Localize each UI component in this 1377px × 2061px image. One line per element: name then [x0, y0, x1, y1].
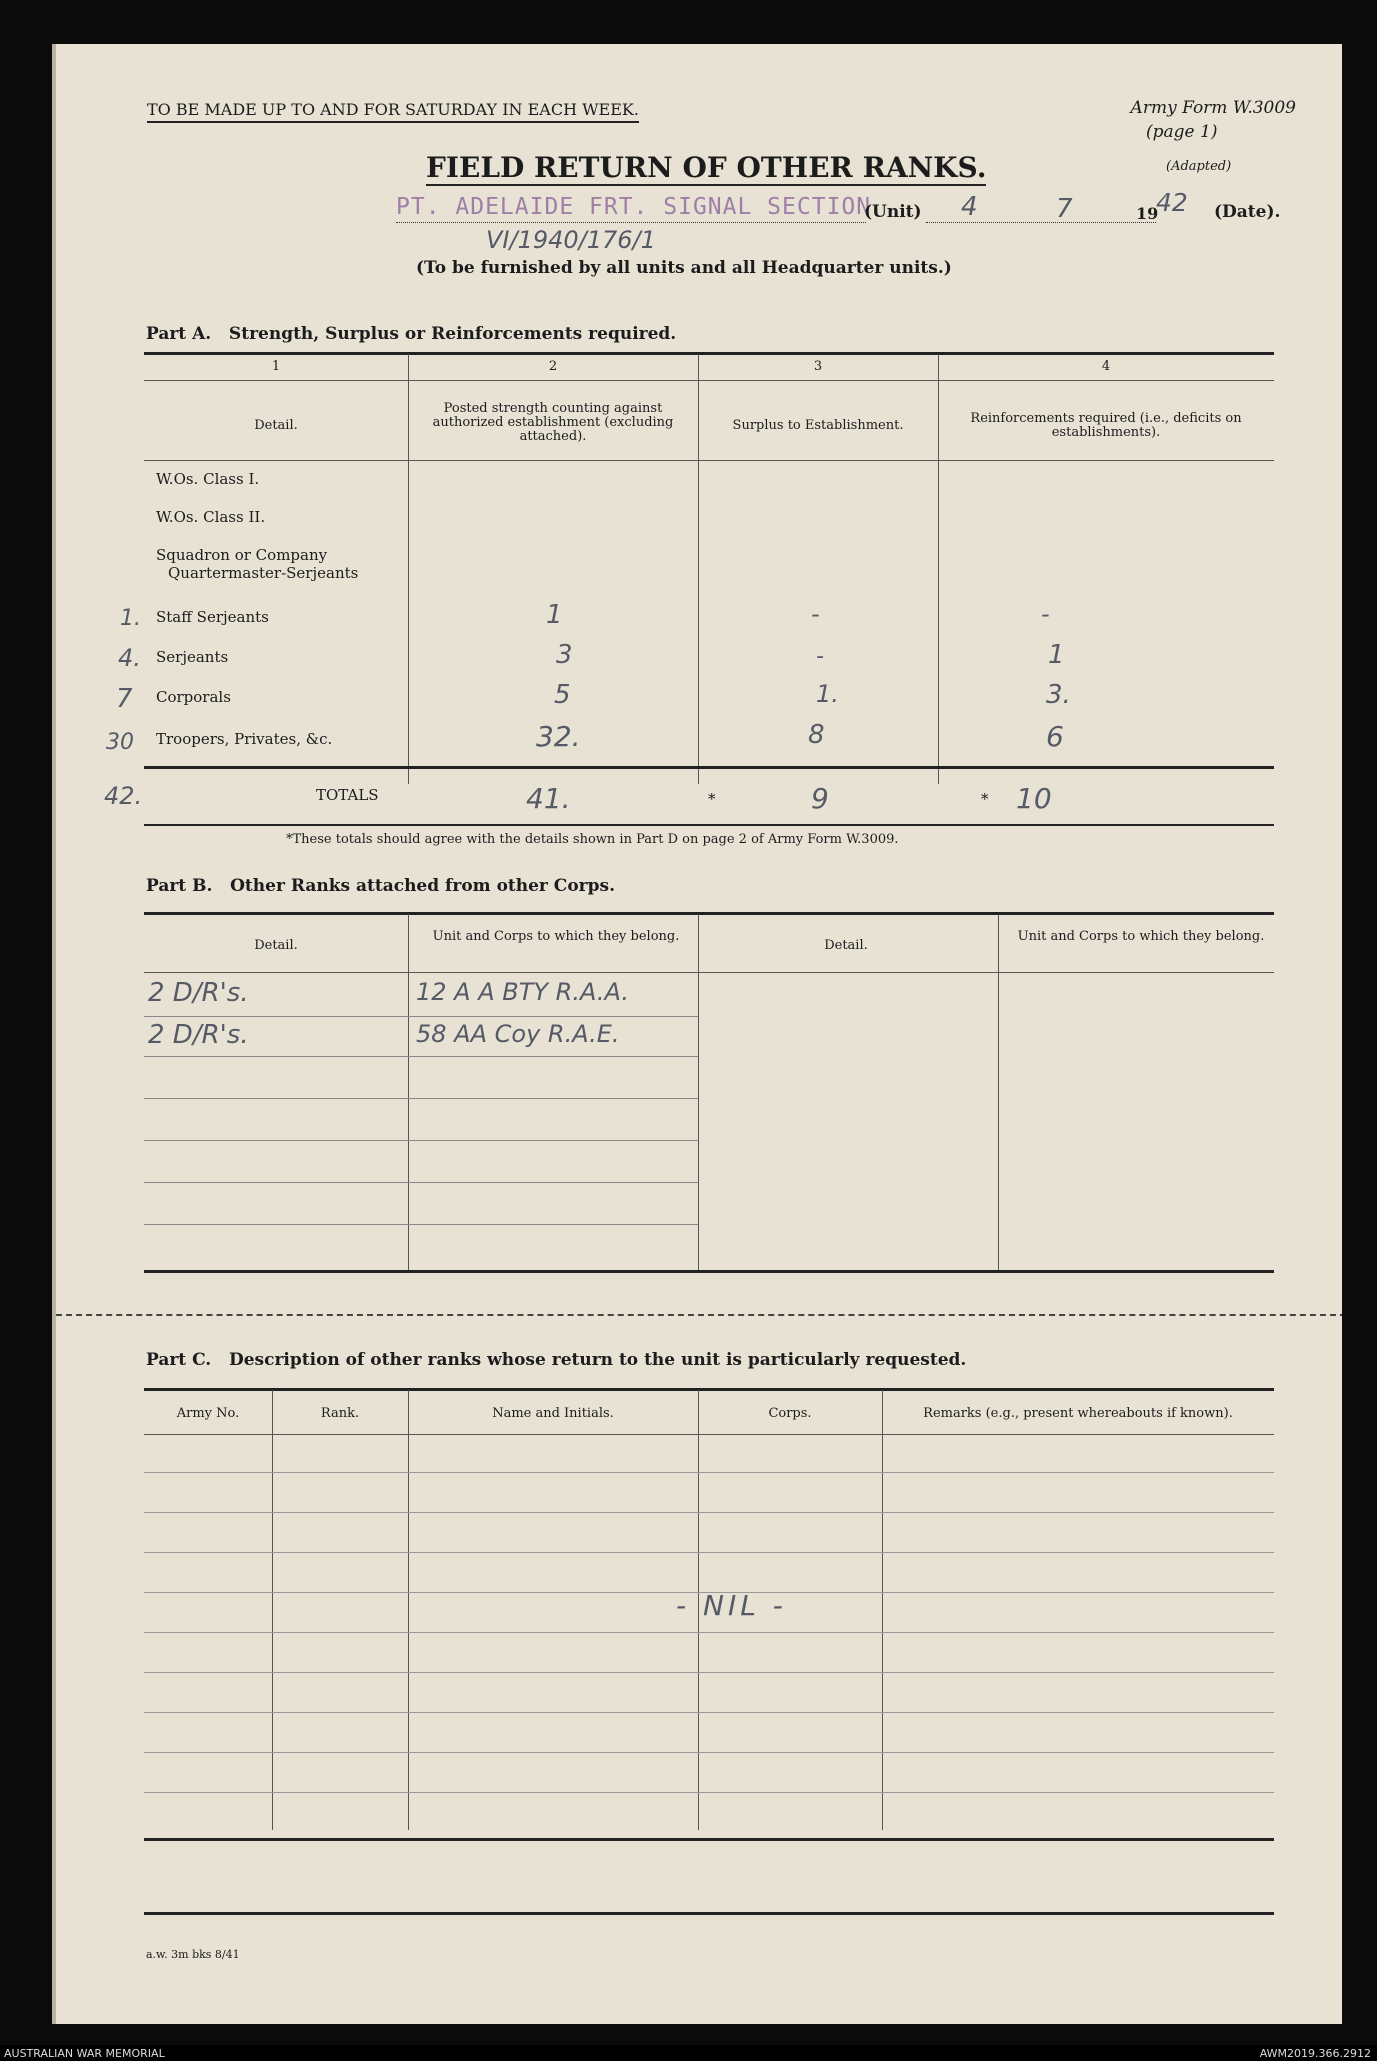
totals-reinf: 10	[1016, 782, 1052, 815]
totals-reinf-asterisk: *	[981, 790, 989, 808]
col-header-posted: Posted strength counting against authorized establishment (excluding attached).	[432, 401, 674, 444]
totals-margin: 42.	[104, 782, 143, 810]
part-b-title: Part B. Other Ranks attached from other Corps.	[146, 876, 616, 896]
year-suffix: 42	[1156, 188, 1188, 217]
row-ss-surplus: -	[811, 600, 820, 628]
col-num-4: 4	[1101, 359, 1111, 374]
partc-header-remarks: Remarks (e.g., present whereabouts if known).	[923, 1406, 1233, 1421]
part-a-title: Part A. Strength, Surplus or Reinforcements required.	[146, 324, 677, 344]
row-sj-surplus: -	[816, 644, 824, 669]
form-title: FIELD RETURN OF OTHER RANKS.	[426, 151, 987, 184]
partc-header-rank: Rank.	[320, 1406, 360, 1421]
row-ss-detail: Staff Serjeants	[156, 608, 269, 626]
col-header-detail: Detail.	[254, 418, 298, 433]
date-label: (Date).	[1214, 202, 1281, 222]
row-wo2-detail: W.Os. Class II.	[156, 508, 266, 526]
unit-stamp: PT. ADELAIDE FRT. SIGNAL SECTION	[396, 194, 872, 220]
footer-institution: AUSTRALIAN WAR MEMORIAL	[4, 2047, 165, 2060]
partc-header-name: Name and Initials.	[492, 1406, 614, 1421]
row-sj-detail: Serjeants	[156, 648, 229, 666]
totals-surplus: 9	[811, 782, 829, 815]
date-month: 7	[1056, 194, 1073, 224]
totals-note: *These totals should agree with the details shown in Part D on page 2 of Army Form W.3009.	[286, 832, 899, 847]
partb-header-detail-1: Detail.	[254, 938, 298, 953]
unit-label: (Unit)	[864, 202, 922, 222]
page-number: (page 1)	[1146, 122, 1218, 142]
print-reference: a.w. 3m bks 8/41	[146, 1948, 240, 1961]
instruction-text: TO BE MADE UP TO AND FOR SATURDAY IN EACH WEEK.	[147, 100, 639, 123]
furnish-note: (To be furnished by all units and all Headquarter units.)	[416, 258, 952, 278]
reference-number: VI/1940/176/1	[486, 226, 656, 254]
row-wo1-detail: W.Os. Class I.	[156, 470, 260, 488]
totals-posted: 41.	[526, 782, 571, 815]
part-c-title: Part C. Description of other ranks whose return to the unit is particularly requested.	[146, 1350, 967, 1370]
date-day: 4	[961, 192, 978, 222]
row-cpl-reinf: 3.	[1046, 680, 1071, 710]
row-cpl-detail: Corporals	[156, 688, 231, 706]
row-pte-posted: 32.	[536, 720, 581, 753]
totals-surplus-asterisk: *	[708, 790, 716, 808]
partb-header-unit-1: Unit and Corps to which they belong.	[432, 929, 680, 944]
row-sj-reinf: 1	[1048, 640, 1065, 670]
col-header-surplus: Surplus to Establishment.	[732, 418, 904, 433]
row-pte-surplus: 8	[808, 720, 825, 750]
row-cpl-posted: 5	[554, 680, 571, 710]
row-qms-detail: Squadron or Company	[156, 546, 328, 564]
row-ss-posted: 1	[546, 600, 563, 630]
row-ss-reinf: -	[1041, 600, 1050, 628]
row-sj-posted: 3	[556, 640, 573, 670]
col-num-1: 1	[271, 359, 281, 374]
footer-accession: AWM2019.366.2912	[1259, 2047, 1371, 2060]
partb-row1-unit: 12 A A BTY R.A.A.	[416, 978, 629, 1006]
totals-label: TOTALS	[316, 786, 379, 804]
form-number: Army Form W.3009	[1130, 98, 1296, 118]
partb-row1-detail: 2 D/R's.	[148, 978, 249, 1008]
cut-line	[56, 1314, 1342, 1316]
adapted-note: (Adapted)	[1166, 159, 1232, 174]
row-sj-margin: 4.	[118, 644, 141, 672]
row-pte-detail: Troopers, Privates, &c.	[156, 730, 333, 748]
partb-row2-detail: 2 D/R's.	[148, 1020, 249, 1050]
row-pte-margin: 30	[106, 730, 134, 755]
form-page	[52, 44, 1342, 2024]
row-cpl-surplus: 1.	[816, 680, 839, 708]
partc-header-corps: Corps.	[768, 1406, 812, 1421]
partb-header-detail-2: Detail.	[824, 938, 868, 953]
partc-header-army-no: Army No.	[176, 1406, 240, 1421]
row-qms-detail2: Quartermaster-Serjeants	[168, 564, 359, 582]
archive-footer	[0, 2045, 1377, 2061]
col-num-2: 2	[548, 359, 558, 374]
partc-nil-entry: - NIL -	[676, 1589, 787, 1622]
year-prefix: 19	[1136, 204, 1159, 223]
row-cpl-margin: 7	[116, 684, 133, 714]
col-num-3: 3	[813, 359, 823, 374]
partb-header-unit-2: Unit and Corps to which they belong.	[1017, 929, 1265, 944]
partb-row2-unit: 58 AA Coy R.A.E.	[416, 1020, 620, 1048]
col-header-reinf: Reinforcements required (i.e., deficits on establishments).	[970, 411, 1242, 440]
row-ss-margin: 1.	[120, 606, 141, 631]
row-pte-reinf: 6	[1046, 720, 1064, 753]
